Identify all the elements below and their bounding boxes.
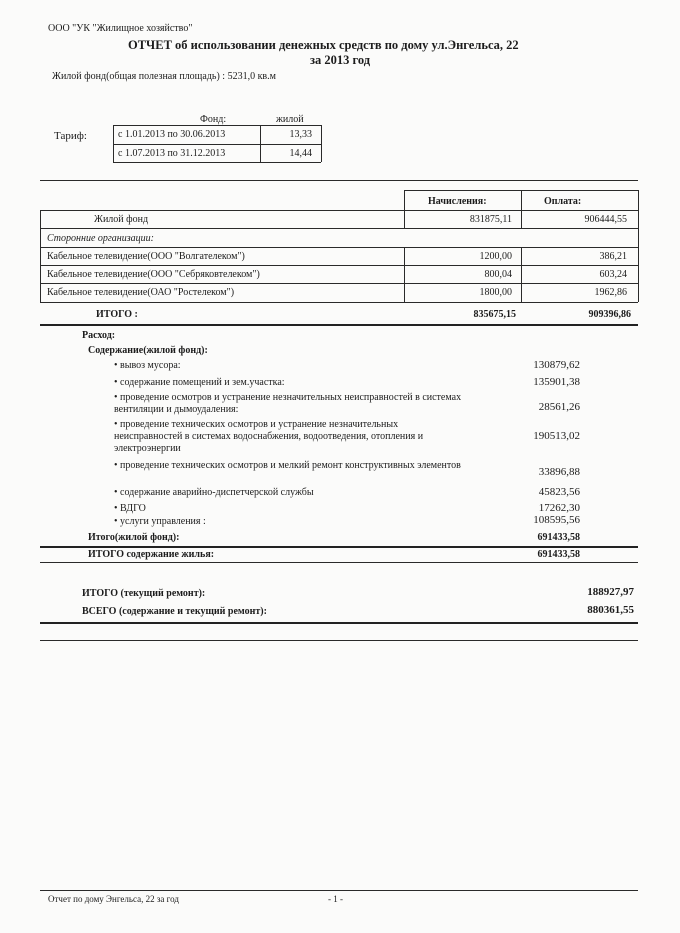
- grand-total-value: 880361,55: [587, 604, 634, 616]
- expense-item-label: • вывоз мусора:: [114, 360, 181, 371]
- tariff-col-fund: Фонд:: [200, 114, 227, 125]
- expense-item-value: 108595,56: [533, 514, 580, 526]
- income-row-charged: 1200,00: [479, 251, 512, 262]
- income-total-paid: 909396,86: [588, 309, 631, 320]
- org-name: ООО "УК "Жилищное хозяйство": [48, 23, 193, 34]
- expense-total-label: ИТОГО содержание жилья:: [88, 549, 215, 560]
- income-row-charged: 1800,00: [479, 287, 512, 298]
- expense-item-label: • проведение технических осмотров и устранение незначительных неисправностей в системах водоснабжения, водоотведения, отопления и электроэнергии: [114, 419, 464, 455]
- expense-item-value: 28561,26: [538, 401, 580, 413]
- tariff-value-2: 14,44: [289, 148, 312, 159]
- expense-item-label: • ВДГО: [114, 503, 146, 514]
- expense-item-label: • содержание помещений и зем.участка:: [114, 377, 285, 388]
- expense-item-label: • содержание аварийно-диспетчерской службы: [114, 487, 314, 498]
- expense-item-value: 190513,02: [533, 430, 580, 442]
- expense-item-value: 33896,88: [538, 466, 580, 478]
- footer-text: Отчет по дому Энгельса, 22 за год: [48, 894, 179, 904]
- repair-total-value: 188927,97: [587, 586, 634, 598]
- income-housing-charged: 831875,11: [469, 214, 512, 225]
- income-col-paid: Оплата:: [544, 196, 582, 207]
- income-total-label: ИТОГО :: [96, 309, 138, 320]
- report-subtitle: за 2013 год: [310, 53, 371, 67]
- tariff-period-1: с 1.01.2013 по 30.06.2013: [118, 129, 226, 140]
- report-title: ОТЧЕТ об использовании денежных средств по дому ул.Энгельса, 22: [128, 38, 519, 52]
- income-row-paid: 386,21: [599, 251, 627, 262]
- expense-total-value: 691433,58: [537, 549, 580, 560]
- income-row-charged: 800,04: [484, 269, 512, 280]
- page-number: - 1 -: [328, 894, 343, 904]
- expense-section: Содержание(жилой фонд):: [88, 345, 208, 356]
- third-party-label: Сторонние организации:: [47, 233, 154, 244]
- income-row-paid: 1962,86: [594, 287, 627, 298]
- expense-item-label: • услуги управления :: [114, 516, 206, 527]
- tariff-col-type: жилой: [276, 114, 304, 125]
- expense-item-value: 17262,30: [538, 502, 580, 514]
- expense-item-value: 45823,56: [538, 486, 580, 498]
- expense-item-value: 130879,62: [533, 359, 580, 371]
- housing-area: Жилой фонд(общая полезная площадь) : 5231,0 кв.м: [52, 71, 276, 82]
- repair-total-label: ИТОГО (текущий ремонт):: [82, 588, 206, 599]
- income-row-label: Кабельное телевидение(ООО "Волгателеком"): [47, 251, 245, 262]
- tariff-period-2: с 1.07.2013 по 31.12.2013: [118, 148, 226, 159]
- income-col-charged: Начисления:: [428, 196, 487, 207]
- income-row-label: Кабельное телевидение(ОАО "Ростелеком"): [47, 287, 235, 298]
- expense-item-label: • проведение осмотров и устранение незначительных неисправностей в системах вентиляции и дымоудаления:: [114, 392, 464, 416]
- expense-item-value: 135901,38: [533, 376, 580, 388]
- expense-subtotal-value: 691433,58: [537, 532, 580, 543]
- expense-subtotal-label: Итого(жилой фонд):: [88, 532, 180, 543]
- grand-total-label: ВСЕГО (содержание и текущий ремонт):: [82, 606, 267, 617]
- expense-title: Расход:: [82, 330, 116, 341]
- income-row-label: Кабельное телевидение(ООО "Себряковтелеком"): [47, 269, 260, 280]
- income-row-paid: 603,24: [599, 269, 627, 280]
- income-total-charged: 835675,15: [473, 309, 516, 320]
- income-housing-label: Жилой фонд: [94, 214, 149, 225]
- expense-item-label: • проведение технических осмотров и мелкий ремонт конструктивных элементов: [114, 460, 464, 472]
- tariff-label: Тариф:: [54, 130, 87, 142]
- income-housing-paid: 906444,55: [584, 214, 627, 225]
- tariff-value-1: 13,33: [289, 129, 312, 140]
